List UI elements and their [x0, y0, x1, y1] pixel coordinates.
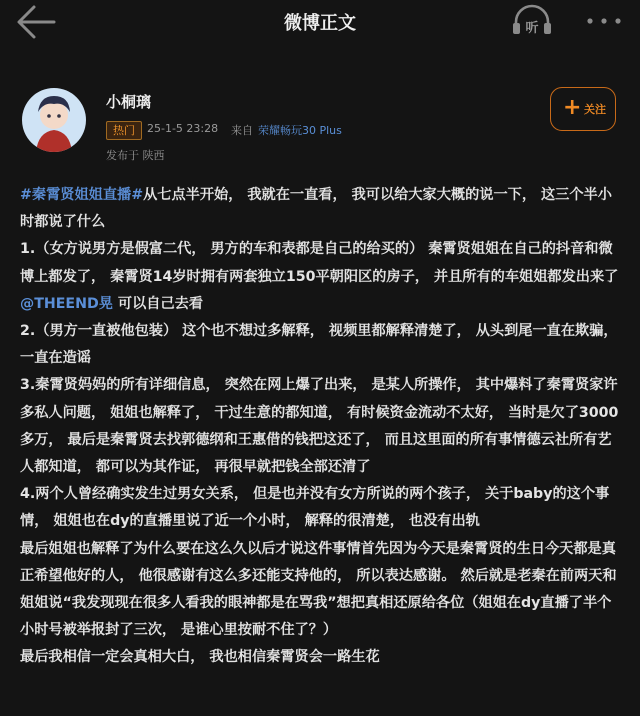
post-text: 2.（男方一直被他包装） 这个也不想过多解释， 视频里都解释清楚了， 从头到尾一直在欺骗， 一直在造谣: [20, 323, 618, 367]
source-device-link[interactable]: 荣耀畅玩30 Plus: [258, 124, 342, 137]
hot-badge: 热门: [106, 121, 142, 140]
post-paragraph: [20, 182, 624, 236]
post-text: 4.两个人曾经确实发生过男女关系， 但是也并没有女方所说的两个孩子， 关于baby的这个事情， 姐姐也在dy的直播里说了近一个小时， 解释的很清楚， 也没有出轨: [20, 486, 610, 530]
post-text: 1.（女方说男方是假富二代， 男方的车和表都是自己的给买的） 秦霄贤姐姐在自己的抖音和微博上都发了， 秦霄贤14岁时拥有两套独立150平朝阳区的房子， 并且所有的车姐姐都发出来了: [20, 241, 619, 285]
follow-button[interactable]: [550, 87, 616, 131]
post-time: 25-1-5 23:28: [147, 122, 219, 135]
post-location: 发布于 陕西: [106, 149, 165, 162]
post-paragraph: [20, 644, 624, 671]
post-paragraph: [20, 481, 624, 535]
post-text: 可以自己去看: [112, 295, 204, 312]
post-text: 3.秦霄贤妈妈的所有详细信息， 突然在网上爆了出来， 是某人所操作， 其中爆料了秦霄贤家许多私人问题， 姐姐也解释了， 干过生意的都知道， 有时候资金流动不太好， 当时是欠了3000多万， 最后是秦霄贤去找郭德纲和王惠借的钱把这还了， 而且这里面的所有事情德云社所有艺人都知道， 都可以为其作证， 再很早就把钱全部还清了: [20, 377, 619, 476]
top-bar: [0, 0, 640, 44]
headphones-icon: [510, 4, 554, 38]
more-options-icon[interactable]: [584, 10, 624, 32]
listen-button[interactable]: [510, 4, 554, 38]
listen-label: 听: [525, 21, 539, 36]
page-title: 微博正文: [284, 13, 356, 34]
post-paragraph: [20, 318, 624, 372]
post-paragraph: [20, 536, 624, 645]
hashtag-link[interactable]: #秦霄贤姐姐直播#: [20, 187, 144, 203]
post-paragraph: [20, 291, 624, 318]
avatar[interactable]: [22, 88, 86, 152]
plus-icon: +: [563, 95, 582, 120]
post-body: [20, 182, 624, 672]
post-text: 从七点半开始， 我就在一直看， 我可以给大家大概的说一下， 这三个半小时都说了什么: [20, 187, 612, 231]
post-paragraph: [20, 236, 624, 290]
post-text: 最后我相信一定会真相大白， 我也相信秦霄贤会一路生花: [20, 649, 380, 666]
post-paragraph: [20, 372, 624, 481]
mention-link[interactable]: @THEEND晃: [20, 295, 113, 312]
author-name[interactable]: 小桐璃: [106, 93, 152, 111]
post-text: 最后姐姐也解释了为什么要在这么久以后才说这件事情首先因为今天是秦霄贤的生日今天都是真正希望他好的人， 他很感谢有这么多还能支持他的， 所以表达感谢。 然后就是老秦在前两天和姐姐说“我发现现在很多人看我的眼神都是在骂我”想把真相还原给各位（姐姐在dy直播了半个小时号被举报封了三次， 是谁心里按耐不住了？）: [20, 540, 617, 639]
source-label: 来自: [231, 124, 253, 137]
follow-label: 关注: [584, 103, 606, 116]
